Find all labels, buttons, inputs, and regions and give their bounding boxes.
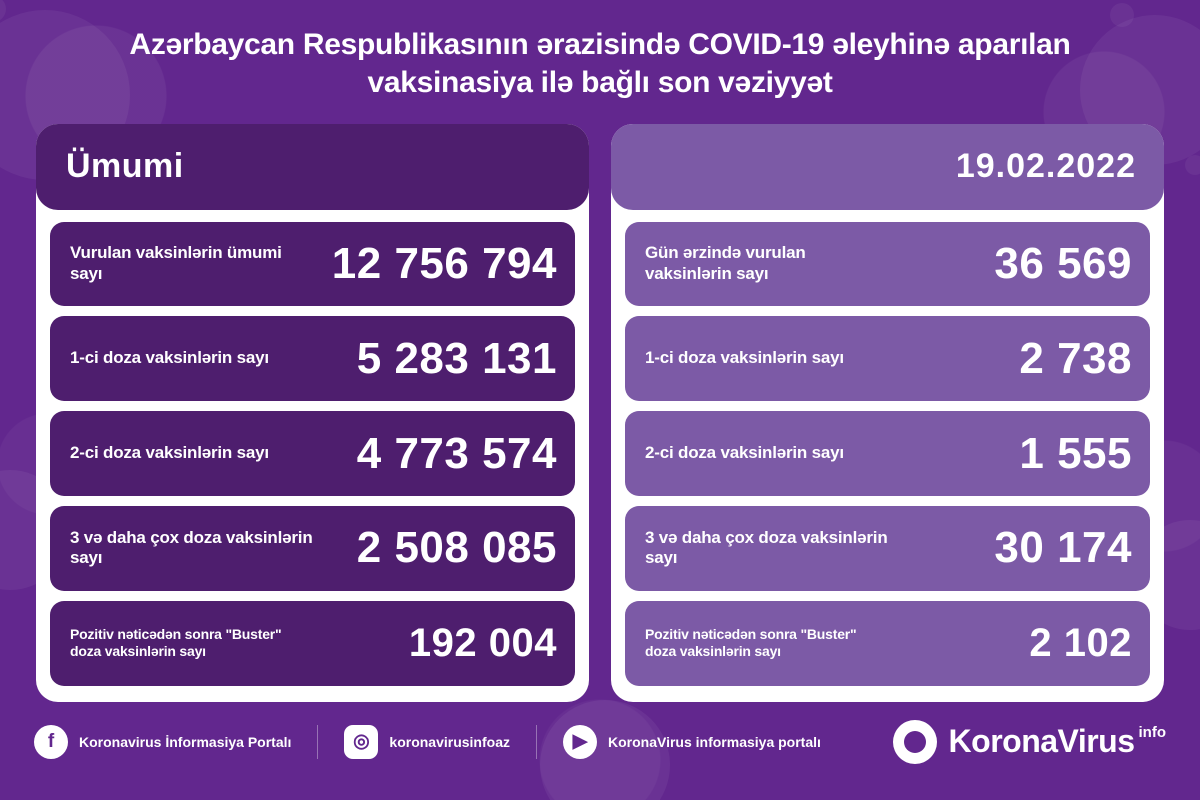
table-row bbox=[50, 506, 575, 591]
table-row bbox=[50, 222, 575, 307]
table-row bbox=[625, 411, 1150, 496]
row-label: Pozitiv nəticədən sonra "Buster" doza vaksinlərin sayı bbox=[70, 626, 282, 660]
table-row bbox=[625, 506, 1150, 591]
brand-suffix: info bbox=[1138, 723, 1166, 741]
social-label: KoronaVirus informasiya portalı bbox=[608, 733, 821, 750]
row-value: 2 508 085 bbox=[356, 523, 557, 573]
row-label: 2-ci doza vaksinlərin sayı bbox=[645, 443, 844, 463]
total-stats-header: Ümumi bbox=[36, 124, 589, 210]
youtube-icon: ▶ bbox=[563, 725, 597, 759]
instagram-icon: ◎ bbox=[344, 725, 378, 759]
social-label: Koronavirus İnformasiya Portalı bbox=[79, 733, 292, 750]
row-label: Gün ərzində vurulan vaksinlərin sayı bbox=[645, 243, 806, 283]
table-row bbox=[625, 316, 1150, 401]
total-stats-rows bbox=[36, 210, 589, 702]
brand-name: KoronaVirus bbox=[948, 723, 1135, 760]
row-label: Pozitiv nəticədən sonra "Buster" doza vaksinlərin sayı bbox=[645, 626, 857, 660]
row-label: 2-ci doza vaksinlərin sayı bbox=[70, 443, 269, 463]
table-row bbox=[625, 601, 1150, 686]
row-label: 3 və daha çox doza vaksinlərin sayı bbox=[70, 527, 313, 568]
row-label: 1-ci doza vaksinlərin sayı bbox=[70, 348, 269, 368]
daily-stats-date: 19.02.2022 bbox=[611, 124, 1164, 210]
table-row bbox=[625, 222, 1150, 307]
row-value: 2 738 bbox=[1019, 333, 1132, 383]
row-value: 2 102 bbox=[1029, 620, 1132, 665]
row-value: 192 004 bbox=[408, 620, 557, 665]
row-label: 3 və daha çox doza vaksinlərin sayı bbox=[645, 527, 888, 568]
total-stats-card bbox=[36, 124, 589, 702]
social-youtube[interactable] bbox=[563, 725, 821, 759]
social-label: koronavirusinfoaz bbox=[389, 733, 510, 750]
daily-stats-card bbox=[611, 124, 1164, 702]
row-label: 1-ci doza vaksinlərin sayı bbox=[645, 348, 844, 368]
table-row bbox=[50, 316, 575, 401]
row-value: 30 174 bbox=[994, 523, 1132, 573]
sun-virus-icon bbox=[893, 720, 937, 764]
divider bbox=[536, 725, 537, 759]
social-instagram[interactable] bbox=[344, 725, 510, 759]
row-value: 4 773 574 bbox=[356, 428, 557, 478]
brand-logo bbox=[893, 720, 1166, 764]
table-row bbox=[50, 601, 575, 686]
footer bbox=[0, 702, 1200, 764]
divider bbox=[317, 725, 318, 759]
row-value: 5 283 131 bbox=[356, 333, 557, 383]
row-label: Vurulan vaksinlərin ümumi sayı bbox=[70, 243, 282, 283]
daily-stats-rows bbox=[611, 210, 1164, 702]
stats-columns bbox=[0, 102, 1200, 702]
row-value: 36 569 bbox=[994, 238, 1132, 288]
social-facebook[interactable] bbox=[34, 725, 291, 759]
table-row bbox=[50, 411, 575, 496]
row-value: 1 555 bbox=[1019, 428, 1132, 478]
facebook-icon: f bbox=[34, 725, 68, 759]
page-title: Azərbaycan Respublikasının ərazisində COVID-19 əleyhinə aparılan vaksinasiya ilə bağlı son vəziyyət bbox=[129, 28, 1071, 99]
row-value: 12 756 794 bbox=[331, 238, 557, 288]
